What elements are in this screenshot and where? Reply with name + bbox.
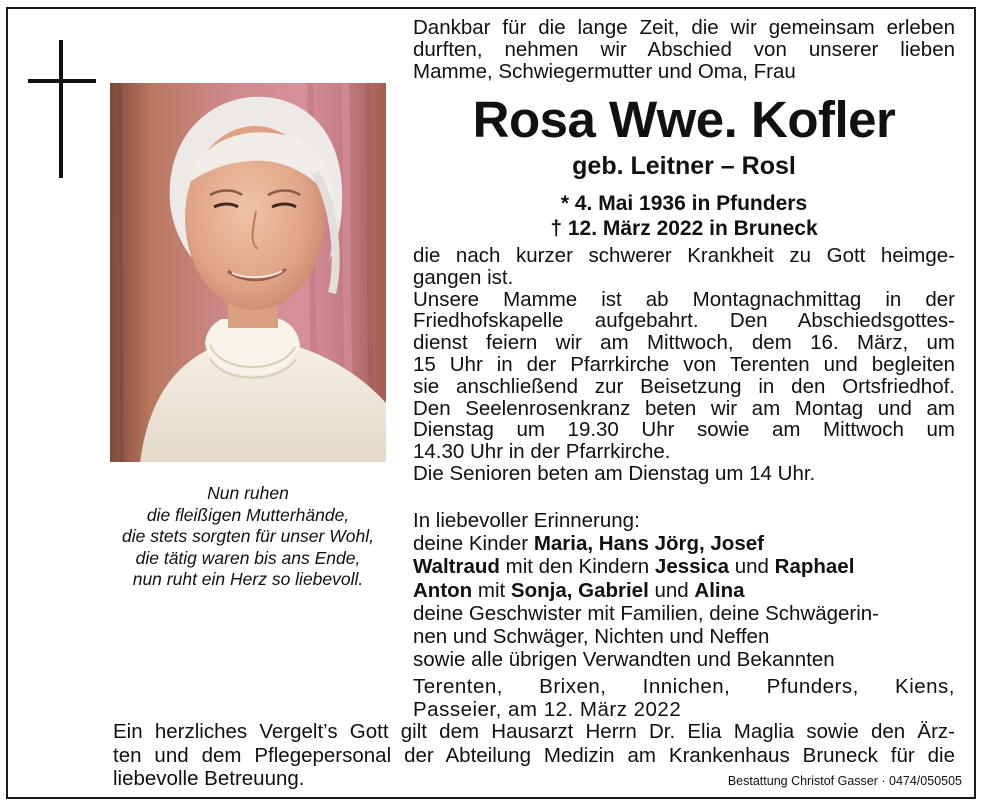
poem-line: die fleißigen Mutterhände, bbox=[146, 504, 350, 525]
family-name: Jessica bbox=[654, 555, 730, 579]
family-siblings: nen und Schwäger, Nichten und Neffen bbox=[413, 625, 770, 649]
announcement-body bbox=[413, 245, 955, 485]
family-name: Waltraud bbox=[413, 555, 500, 579]
body-line: 14.30 Uhr in der Pfarrkirche. bbox=[413, 440, 671, 464]
poem-line: die tätig waren bis ans Ende, bbox=[135, 547, 361, 568]
family-anton bbox=[413, 579, 955, 602]
body-line: gangen ist. bbox=[413, 265, 514, 289]
family-name: Raphael bbox=[774, 555, 855, 579]
poem bbox=[103, 483, 393, 591]
family-text: deine Kinder bbox=[413, 532, 534, 556]
birth-date: * 4. Mai 1936 in Pfunders bbox=[560, 192, 808, 215]
intro-line: Dankbar für die lange Zeit, die wir gemeinsam erleben bbox=[413, 16, 955, 39]
family-names: Maria, Hans Jörg, Josef bbox=[533, 532, 764, 556]
death-date: † 12. März 2022 in Bruneck bbox=[550, 216, 818, 240]
family-waltraud bbox=[413, 555, 955, 578]
maiden-name: geb. Leitner – Rosl bbox=[572, 152, 796, 180]
family-text: mit bbox=[472, 578, 511, 602]
places-line: Passeier, am 12. März 2022 bbox=[413, 698, 682, 721]
places-line: Terenten, Brixen, Innichen, Pfunders, Kiens, bbox=[413, 675, 955, 698]
family-names: Sonja, Gabriel bbox=[510, 578, 649, 602]
poem-line: Nun ruhen bbox=[207, 483, 289, 503]
thanks-line: liebevolle Betreuung. bbox=[113, 767, 305, 790]
thanks-line: Ein herzliches Vergelt’s Gott gilt dem Hausarzt Herrn Dr. Elia Maglia sowie den Ärz- bbox=[113, 720, 955, 743]
intro-line: durften, nehmen wir Abschied von unserer lieben bbox=[413, 37, 955, 61]
places-and-date bbox=[413, 675, 955, 721]
portrait-photo bbox=[110, 83, 386, 462]
family-text: und bbox=[648, 578, 695, 602]
family-children bbox=[413, 532, 955, 555]
family-relatives: sowie alle übrigen Verwandten und Bekannten bbox=[413, 648, 835, 672]
body-line: Dienstag um 19.30 Uhr sowie am Mittwoch um bbox=[413, 418, 955, 442]
intro-line: Mamme, Schwiegermutter und Oma, Frau bbox=[413, 59, 796, 83]
body-line: 15 Uhr in der Pfarrkirche von Terenten und begleiten bbox=[413, 352, 955, 376]
intro-text bbox=[413, 17, 955, 82]
body-line: die nach kurzer schwerer Krankheit zu Gott heimge- bbox=[413, 244, 955, 267]
deceased-name: Rosa Wwe. Kofler bbox=[472, 91, 896, 148]
body-line: Die Senioren beten am Dienstag um 14 Uhr. bbox=[413, 461, 816, 485]
family-name: Anton bbox=[413, 578, 473, 602]
family-list bbox=[413, 509, 955, 671]
body-line: sie anschließend zur Beisetzung in den Ortsfriedhof. bbox=[413, 374, 955, 398]
funeral-home-credit: Bestattung Christof Gasser · 0474/050505 bbox=[727, 774, 962, 788]
body-line: dienst feiern wir am Mittwoch, dem 16. März, um bbox=[413, 331, 955, 355]
poem-line: die stets sorgten für unser Wohl, bbox=[122, 526, 374, 546]
body-line: Den Seelenrosenkranz beten wir am Montag und am bbox=[413, 396, 955, 420]
family-text: mit den Kindern bbox=[499, 555, 655, 579]
body-line: Unsere Mamme ist ab Montagnachmittag in der bbox=[413, 287, 955, 311]
family-heading: In liebevoller Erinnerung: bbox=[413, 509, 640, 532]
body-line: Friedhofskapelle aufgebahrt. Den Abschiedsgottes- bbox=[413, 309, 955, 333]
poem-line: nun ruht ein Herz so liebevoll. bbox=[132, 569, 364, 589]
family-name: Alina bbox=[694, 578, 745, 602]
family-siblings: deine Geschwister mit Familien, deine Schwägerin- bbox=[413, 601, 880, 625]
life-dates bbox=[413, 192, 955, 241]
thanks-line: ten und dem Pflegepersonal der Abteilung Medizin am Krankenhaus Bruneck für die bbox=[113, 743, 955, 767]
family-text: und bbox=[729, 555, 775, 579]
